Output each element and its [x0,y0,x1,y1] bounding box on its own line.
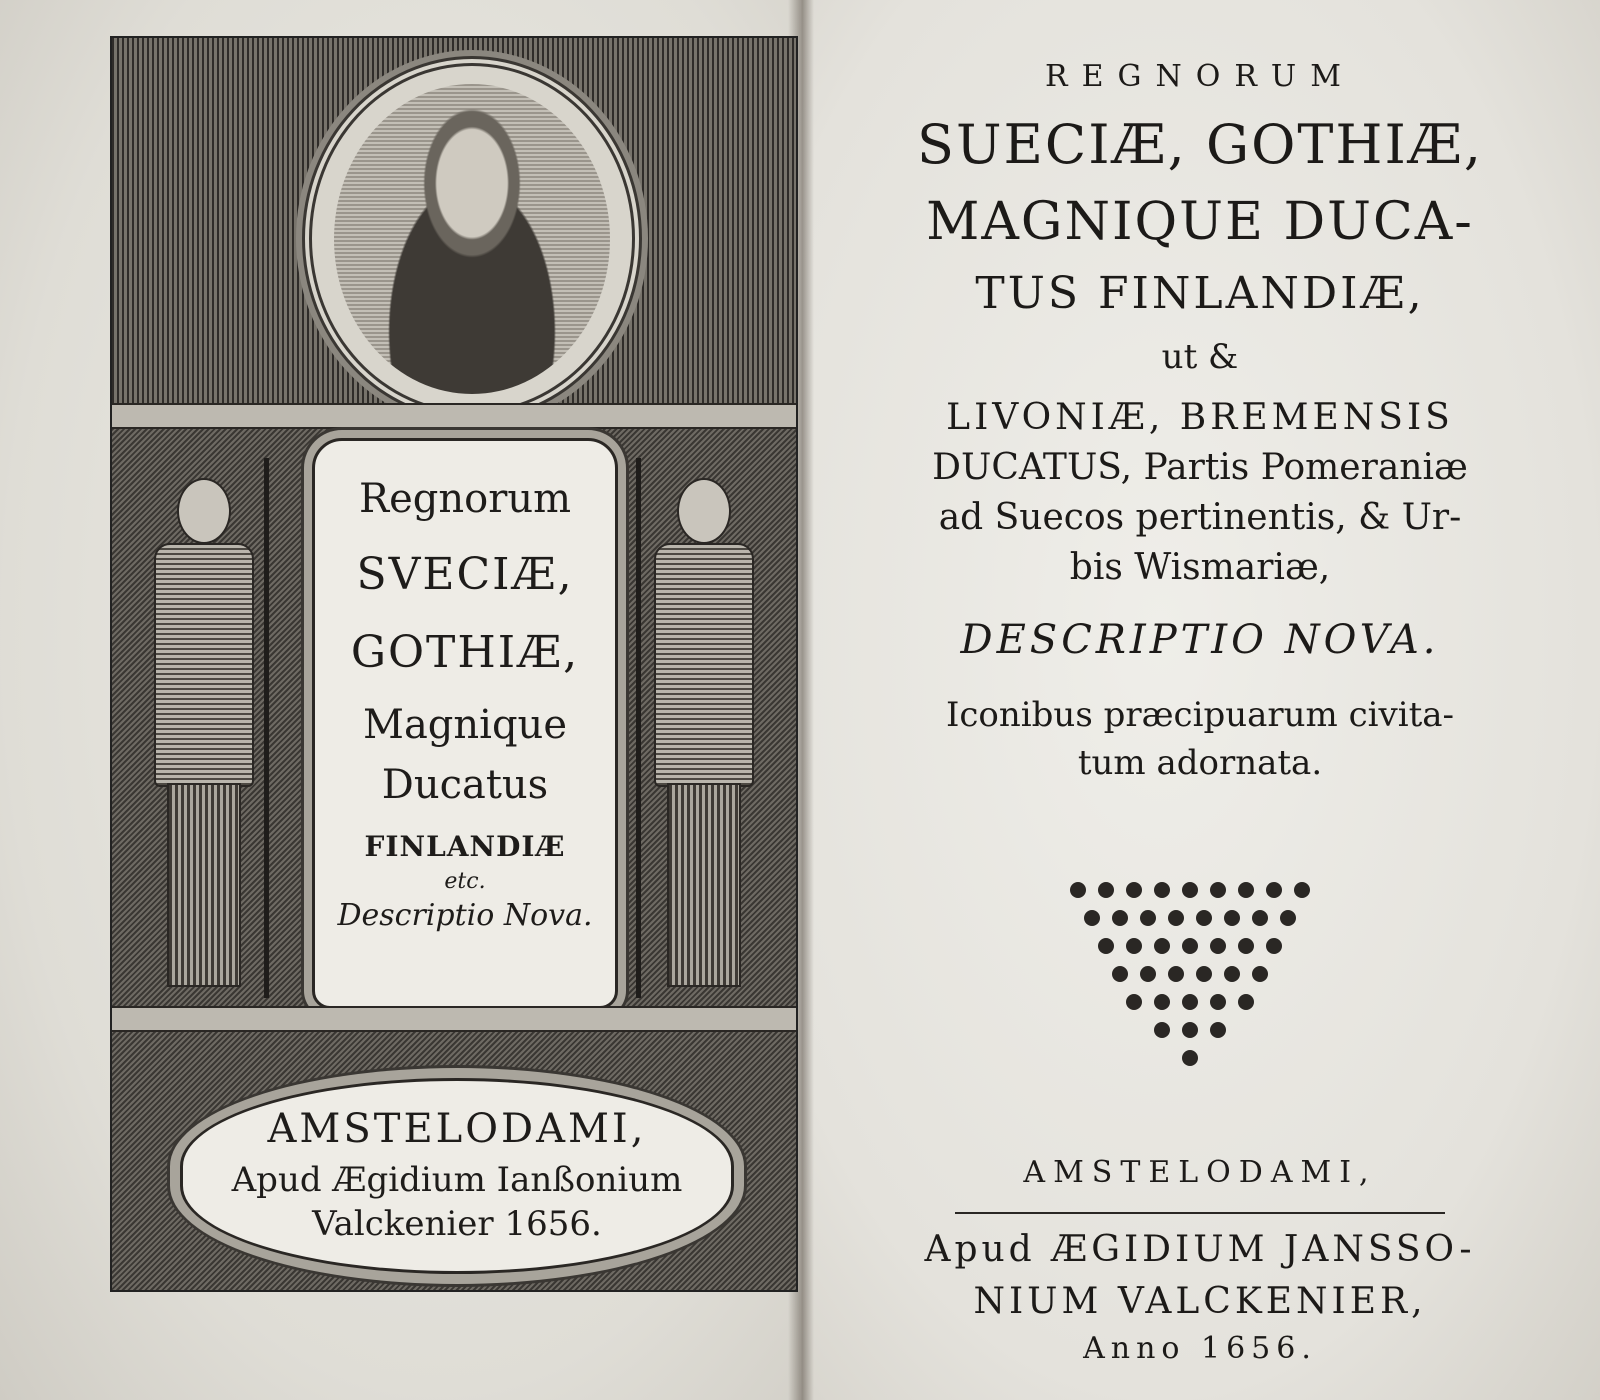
title-line: ut & [1161,337,1239,377]
imprint-rule [955,1212,1445,1214]
imprint-line: AMSTELODAMI, [267,1106,647,1152]
title-cartouche [312,438,618,1009]
frontispiece-engraving [110,36,798,1292]
title-line: tum adornata. [1077,743,1323,783]
portrait-medallion [302,56,642,421]
title-line: SUECIÆ, GOTHIÆ, [916,113,1484,176]
frontispiece-imprint [180,1078,734,1274]
cartouche-line: Magnique [362,702,567,748]
figure-legs [167,783,241,987]
fleuron-row [1154,1022,1226,1038]
right-figure-soldier [632,458,772,998]
title-line: ad Suecos pertinentis, & Ur- [938,497,1462,538]
title-line: Iconibus præcipuarum civita- [945,695,1455,735]
imprint-line: AMSTELODAMI, [1023,1155,1377,1190]
cartouche-line: FINLANDIÆ [364,830,566,863]
cartouche-line: Ducatus [381,762,549,808]
imprint-line: Apud ÆGIDIUM JANSSO- [924,1229,1476,1270]
fleuron-row [1126,994,1254,1010]
fleuron-row [1112,966,1268,982]
printers-ornament [1064,880,1314,1080]
portrait-image [334,84,610,394]
base-band [112,1006,796,1032]
fleuron-row [1070,882,1310,898]
figure-head [177,478,231,544]
imprint-line: Anno 1656. [1083,1331,1317,1366]
figure-legs [667,783,741,987]
left-figure-gentleman [132,458,272,998]
pedestal-band [112,403,796,429]
title-line: MAGNIQUE DUCA- [926,192,1474,252]
fleuron-row [1182,1050,1198,1066]
fleuron-row [1084,910,1296,926]
title-line: DUCATUS, Partis Pomeraniæ [932,447,1468,488]
cartouche-line: etc. [444,869,486,894]
title-line: TUS FINLANDIÆ, [975,268,1425,319]
imprint-line: Apud Ægidium Ianßonium [231,1160,683,1200]
title-line: bis Wismariæ, [1069,547,1331,588]
title-line: LIVONIÆ, BREMENSIS [946,397,1454,438]
figure-head [677,478,731,544]
figure-body [654,543,754,787]
cartouche-line: Descriptio Nova. [337,898,593,933]
figure-body [154,543,254,787]
title-page-text [800,0,1600,1400]
title-line: REGNORUM [1045,59,1355,94]
title-line: DESCRIPTIO NOVA. [960,617,1440,663]
fleuron-row [1098,938,1282,954]
cartouche-line: Regnorum [358,476,572,522]
cartouche-line: GOTHIÆ, [350,627,580,678]
imprint-line: NIUM VALCKENIER, [973,1281,1427,1322]
figure-spear [636,458,641,998]
figure-staff [264,458,269,998]
imprint-line: Valckenier 1656. [312,1204,602,1244]
cartouche-line: SVECIÆ, [356,549,574,600]
